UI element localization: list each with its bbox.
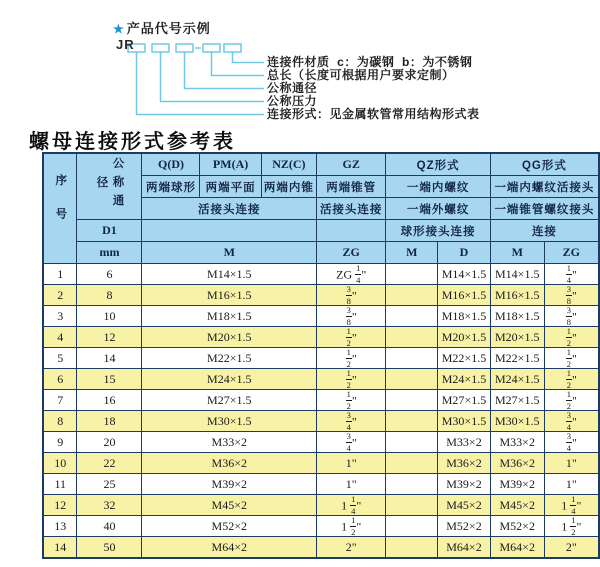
fraction: $\frac{3}{4}$ — [566, 410, 571, 432]
cell-qz-d: M22×1.5 — [438, 348, 491, 369]
cell-m: M22×1.5 — [142, 348, 317, 369]
cell-dn: 20 — [77, 432, 142, 453]
cell-qz-m — [386, 264, 438, 285]
header-qg-desc1: 一端内螺纹活接头 — [490, 176, 599, 198]
cell-m: M52×2 — [142, 516, 317, 537]
cell-qg-m: M33×2 — [490, 432, 544, 453]
cell-m: M39×2 — [142, 474, 317, 495]
cell-dn: 6 — [77, 264, 142, 285]
cell-zg: ZG $\frac{1}{4}$ " — [317, 264, 386, 285]
cell-qz-m — [386, 516, 438, 537]
header-mm: mm — [77, 242, 142, 264]
cell-qz-m — [386, 306, 438, 327]
code-prefix: JR — [116, 37, 135, 52]
fraction: $\frac{1}{2}$ — [566, 389, 571, 411]
fraction: $\frac{3}{4}$ — [346, 410, 351, 432]
cell-qg-zg: 1 $\frac{1}{4}$ " — [544, 495, 599, 516]
cell-seq: 4 — [43, 327, 77, 348]
cell-qg-m: M39×2 — [490, 474, 544, 495]
cell-seq: 11 — [43, 474, 77, 495]
cell-zg: $\frac{1}{2}$ " — [317, 390, 386, 411]
cell-m: M36×2 — [142, 453, 317, 474]
cell-m: M20×1.5 — [142, 327, 317, 348]
cell-seq: 7 — [43, 390, 77, 411]
cell-dn: 12 — [77, 327, 142, 348]
cell-qz-m — [386, 369, 438, 390]
table-row — [43, 516, 599, 537]
fraction: $\frac{1}{2}$ — [346, 368, 351, 390]
cell-m: M27×1.5 — [142, 390, 317, 411]
cell-zg: $\frac{3}{8}$ " — [317, 306, 386, 327]
table-row — [43, 432, 599, 453]
table-row — [43, 411, 599, 432]
fraction: $\frac{3}{8}$ — [566, 305, 571, 327]
cell-qz-m — [386, 390, 438, 411]
cell-seq: 12 — [43, 495, 77, 516]
cell-zg: $\frac{1}{2}$ " — [317, 369, 386, 390]
header-gz-desc: 两端锥管 — [317, 176, 386, 198]
code-label-pressure: 公称压力 — [267, 94, 318, 108]
header-qg-conn: 连接 — [490, 220, 599, 242]
cell-qz-d: M36×2 — [438, 453, 491, 474]
cell-qg-m: M20×1.5 — [490, 327, 544, 348]
fraction: $\frac{3}{8}$ — [346, 305, 351, 327]
cell-m: M64×2 — [142, 537, 317, 559]
fraction: $\frac{1}{2}$ — [346, 326, 351, 348]
cell-qz-d: M20×1.5 — [438, 327, 491, 348]
code-label-material: 连接件材质 c：为碳钢 b：为不锈钢 — [267, 55, 473, 69]
cell-zg: 1 $\frac{1}{4}$ " — [317, 495, 386, 516]
fraction: $\frac{3}{8}$ — [566, 284, 571, 306]
cell-dn: 32 — [77, 495, 142, 516]
cell-qg-m: M27×1.5 — [490, 390, 544, 411]
cell-qg-zg: $\frac{1}{2}$ " — [544, 390, 599, 411]
cell-qz-m — [386, 453, 438, 474]
fraction: $\frac{3}{4}$ — [346, 431, 351, 453]
fraction: $\frac{1}{2}$ — [351, 515, 356, 537]
table-row — [43, 390, 599, 411]
cell-qz-m — [386, 285, 438, 306]
cell-qg-zg: $\frac{1}{4}$ " — [544, 264, 599, 285]
header-qz-conn: 球形接头连接 — [386, 220, 491, 242]
cell-qg-zg: $\frac{1}{2}$ " — [544, 369, 599, 390]
cell-seq: 8 — [43, 411, 77, 432]
cell-qg-m: M30×1.5 — [490, 411, 544, 432]
cell-qg-zg: $\frac{1}{2}$ " — [544, 327, 599, 348]
code-label-diameter: 公称通径 — [267, 81, 318, 95]
cell-qg-zg: 2" — [544, 537, 599, 559]
cell-qz-m — [386, 432, 438, 453]
header-qg-desc2: 一端锥管螺纹接头 — [490, 198, 599, 220]
fraction: $\frac{1}{4}$ — [356, 263, 361, 285]
cell-qg-m: M36×2 — [490, 453, 544, 474]
cell-dn: 14 — [77, 348, 142, 369]
table-row — [43, 285, 599, 306]
cell-qg-m: M24×1.5 — [490, 369, 544, 390]
header-col-pm: PM(A) — [200, 153, 261, 176]
header-qz-desc1: 一端内螺纹 — [386, 176, 491, 198]
cell-seq: 2 — [43, 285, 77, 306]
cell-qg-m: M22×1.5 — [490, 348, 544, 369]
header-union-conn: 活接头连接 — [142, 198, 317, 220]
header-qz-d: D — [438, 242, 491, 264]
cell-zg: 1" — [317, 453, 386, 474]
cell-dn: 50 — [77, 537, 142, 559]
cell-qz-d: M16×1.5 — [438, 285, 491, 306]
table-body — [43, 264, 599, 559]
cell-m: M33×2 — [142, 432, 317, 453]
header-zg-main: ZG — [317, 242, 386, 264]
cell-qz-d: M39×2 — [438, 474, 491, 495]
table-row — [43, 348, 599, 369]
cell-zg: $\frac{1}{2}$ " — [317, 327, 386, 348]
header-col-nz: NZ(C) — [261, 153, 316, 176]
cell-qg-zg: $\frac{3}{8}$ " — [544, 285, 599, 306]
table-row — [43, 327, 599, 348]
fraction: $\frac{1}{2}$ — [571, 515, 576, 537]
cell-dn: 10 — [77, 306, 142, 327]
cell-qz-d: M18×1.5 — [438, 306, 491, 327]
cell-zg: 2" — [317, 537, 386, 559]
cell-zg: $\frac{3}{4}$ " — [317, 411, 386, 432]
cell-qz-d: M14×1.5 — [438, 264, 491, 285]
cell-zg: $\frac{3}{8}$ " — [317, 285, 386, 306]
nut-connection-table — [42, 152, 600, 559]
header-q-desc: 两端球形 — [142, 176, 200, 198]
table-header — [43, 153, 599, 264]
cell-seq: 6 — [43, 369, 77, 390]
header-d1: D1 — [77, 220, 142, 242]
cell-m: M14×1.5 — [142, 264, 317, 285]
cell-qg-m: M16×1.5 — [490, 285, 544, 306]
cell-qz-d: M27×1.5 — [438, 390, 491, 411]
cell-qz-m — [386, 495, 438, 516]
header-col-gz: GZ — [317, 153, 386, 176]
cell-qz-m — [386, 327, 438, 348]
cell-qg-m: M45×2 — [490, 495, 544, 516]
cell-seq: 14 — [43, 537, 77, 559]
header-seq — [43, 153, 77, 264]
table-row — [43, 474, 599, 495]
cell-dn: 22 — [77, 453, 142, 474]
star-icon: ★ — [113, 22, 125, 36]
cell-zg: 1 $\frac{1}{2}$ " — [317, 516, 386, 537]
header-dn — [77, 153, 142, 220]
cell-qg-zg: 1" — [544, 474, 599, 495]
header-qg-zg: ZG — [544, 242, 599, 264]
cell-m: M16×1.5 — [142, 285, 317, 306]
table-row — [43, 495, 599, 516]
table-row — [43, 453, 599, 474]
cell-qz-d: M45×2 — [438, 495, 491, 516]
cell-qg-zg: 1" — [544, 453, 599, 474]
header-blank-gz — [317, 220, 386, 242]
cell-dn: 15 — [77, 369, 142, 390]
cell-qz-m — [386, 411, 438, 432]
cell-seq: 10 — [43, 453, 77, 474]
header-qz-desc2: 一端外螺纹 — [386, 198, 491, 220]
fraction: $\frac{1}{4}$ — [566, 263, 571, 285]
diagram-title — [113, 18, 211, 37]
fraction: $\frac{3}{8}$ — [346, 284, 351, 306]
table-row — [43, 264, 599, 285]
cell-qg-zg: $\frac{3}{4}$ " — [544, 432, 599, 453]
cell-m: M18×1.5 — [142, 306, 317, 327]
header-qg-m: M — [490, 242, 544, 264]
cell-seq: 3 — [43, 306, 77, 327]
header-pm-desc: 两端平面 — [200, 176, 261, 198]
header-m-main: M — [142, 242, 317, 264]
cell-dn: 8 — [77, 285, 142, 306]
diagram-title-text: 产品代号示例 — [126, 21, 211, 36]
cell-qg-zg: $\frac{1}{2}$ " — [544, 348, 599, 369]
cell-zg: $\frac{1}{2}$ " — [317, 348, 386, 369]
header-blank-left — [142, 220, 317, 242]
cell-seq: 9 — [43, 432, 77, 453]
cell-m: M24×1.5 — [142, 369, 317, 390]
fraction: $\frac{1}{2}$ — [566, 347, 571, 369]
fraction: $\frac{1}{2}$ — [346, 389, 351, 411]
cell-qz-d: M64×2 — [438, 537, 491, 559]
fraction: $\frac{1}{2}$ — [566, 326, 571, 348]
table-row — [43, 537, 599, 559]
cell-dn: 18 — [77, 411, 142, 432]
cell-qg-m: M52×2 — [490, 516, 544, 537]
header-col-qz: QZ形式 — [386, 153, 491, 176]
table-row — [43, 306, 599, 327]
cell-qg-zg: $\frac{3}{8}$ " — [544, 306, 599, 327]
header-qz-m: M — [386, 242, 438, 264]
table-row — [43, 369, 599, 390]
cell-qz-m — [386, 348, 438, 369]
header-col-qg: QG形式 — [490, 153, 599, 176]
cell-dn: 25 — [77, 474, 142, 495]
code-label-connection: 连接形式：见金属软管常用结构形式表 — [267, 107, 480, 121]
cell-qz-d: M30×1.5 — [438, 411, 491, 432]
fraction: $\frac{3}{4}$ — [566, 431, 571, 453]
cell-zg: $\frac{3}{4}$ " — [317, 432, 386, 453]
header-dn-text: 公称通径 — [95, 157, 124, 213]
cell-dn: 16 — [77, 390, 142, 411]
cell-dn: 40 — [77, 516, 142, 537]
fraction: $\frac{1}{4}$ — [571, 494, 576, 516]
table-title: 螺母连接形式参考表 — [29, 131, 236, 153]
cell-m: M45×2 — [142, 495, 317, 516]
cell-qz-m — [386, 537, 438, 559]
fraction: $\frac{1}{2}$ — [346, 347, 351, 369]
cell-seq: 13 — [43, 516, 77, 537]
code-label-length: 总长（长度可根据用户要求定制） — [267, 68, 455, 82]
cell-zg: 1" — [317, 474, 386, 495]
cell-seq: 1 — [43, 264, 77, 285]
cell-qz-m — [386, 474, 438, 495]
cell-qg-m: M18×1.5 — [490, 306, 544, 327]
header-seq-text: 序号 — [54, 173, 67, 241]
fraction: $\frac{1}{2}$ — [566, 368, 571, 390]
cell-qz-d: M33×2 — [438, 432, 491, 453]
cell-qz-d: M52×2 — [438, 516, 491, 537]
cell-m: M30×1.5 — [142, 411, 317, 432]
cell-qg-zg: $\frac{3}{4}$ " — [544, 411, 599, 432]
cell-qz-d: M24×1.5 — [438, 369, 491, 390]
cell-qg-m: M64×2 — [490, 537, 544, 559]
header-col-q: Q(D) — [142, 153, 200, 176]
header-nz-desc: 两端内锥 — [261, 176, 316, 198]
cell-qg-zg: 1 $\frac{1}{2}$ " — [544, 516, 599, 537]
cell-qg-m: M14×1.5 — [490, 264, 544, 285]
header-gz-union: 活接头连接 — [317, 198, 386, 220]
fraction: $\frac{1}{4}$ — [351, 494, 356, 516]
cell-seq: 5 — [43, 348, 77, 369]
